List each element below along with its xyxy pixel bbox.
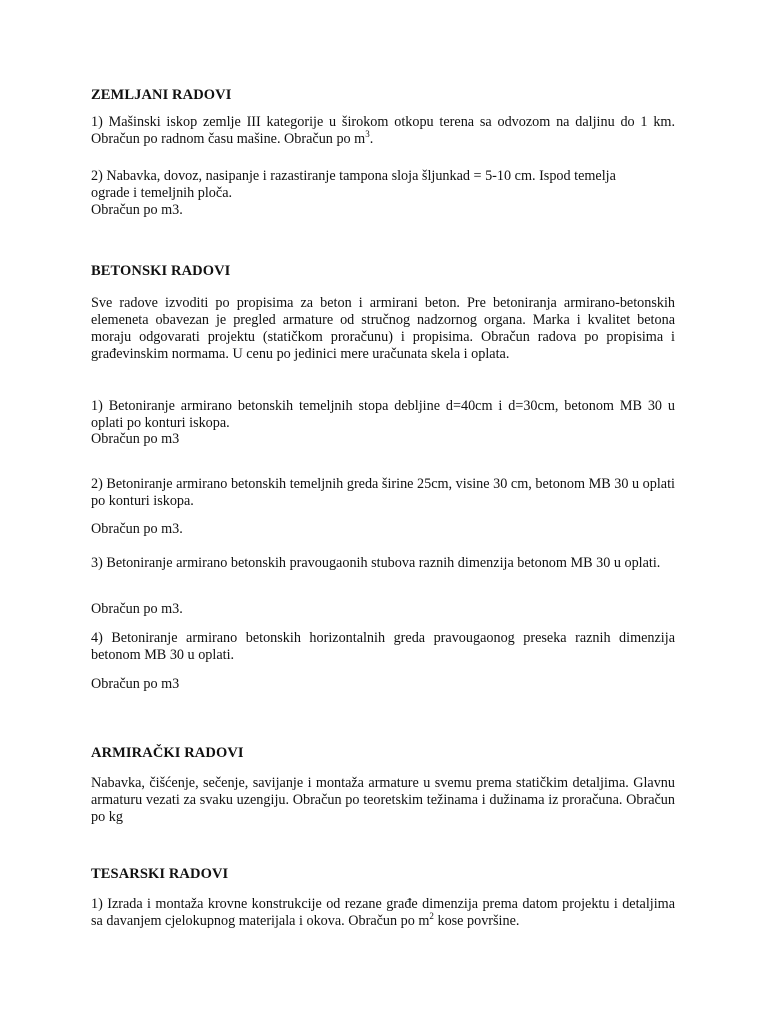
- section-heading-armiracki: ARMIRAČKI RADOVI: [91, 745, 244, 761]
- betonski-item-1: 1) Betoniranje armirano betonskih temeljnih stopa debljine d=40cm i d=30cm, betonom MB 30 u oplati po konturi iskopa.: [91, 398, 675, 431]
- section-heading-zemljani: ZEMLJANI RADOVI: [91, 87, 232, 103]
- zemljani-item-2-line-1: 2) Nabavka, dovoz, nasipanje i razastiranje tampona sloja šljunkad = 5-10 cm. Ispod temelja: [91, 168, 616, 184]
- armiracki-text: Nabavka, čišćenje, sečenje, savijanje i montaža armature u svemu prema statičkim detaljima. Glavnu armaturu vezati za svaku uzengiju. Obračun po teoretskim težinama i dužinama iz proračuna. Obračun po kg: [91, 775, 675, 825]
- zemljani-item-1-end: .: [369, 131, 374, 147]
- zemljani-item-2-line-2: ograde i temeljnih ploča.: [91, 185, 233, 201]
- betonski-item-2: 2) Betoniranje armirano betonskih temeljnih greda širine 25cm, visine 30 cm, betonom MB 30 u oplati po konturi iskopa.: [91, 476, 675, 509]
- tesarski-item-1-text: 1) Izrada i montaža krovne konstrukcije od rezane građe dimenzija prema datom projektu i detaljima sa davanjem cjelokupnog materijala i okova. Obračun po m: [91, 896, 675, 929]
- tesarski-item-1-end: kose površine.: [433, 913, 520, 929]
- zemljani-item-2: [91, 168, 675, 219]
- zemljani-item-2-line-3: Obračun po m3.: [91, 202, 183, 218]
- zemljani-item-1-superscript: 3: [365, 129, 370, 139]
- section-heading-tesarski: TESARSKI RADOVI: [91, 866, 229, 882]
- betonski-item-4: 4) Betoniranje armirano betonskih horizontalnih greda pravougaonog preseka raznih dimenzija betonom MB 30 u oplati.: [91, 630, 675, 663]
- tesarski-item-1-superscript: 2: [429, 911, 434, 921]
- zemljani-item-1: [91, 114, 675, 148]
- betonski-item-2-calc: Obračun po m3.: [91, 521, 183, 537]
- betonski-item-4-calc: Obračun po m3: [91, 676, 180, 692]
- zemljani-item-1-text: 1) Mašinski iskop zemlje III kategorije u širokom otkopu terena sa odvozom na daljinu do 1 km. Obračun po radnom času mašine. Obračun po m: [91, 114, 675, 147]
- betonski-item-1-calc: Obračun po m3: [91, 431, 180, 447]
- betonski-item-3-calc: Obračun po m3.: [91, 601, 183, 617]
- tesarski-item-1: [91, 896, 675, 930]
- betonski-intro: Sve radove izvoditi po propisima za beton i armirani beton. Pre betoniranja armirano-betonskih elemeneta obavezan je pregled armature od stručnog nadzornog organa. Marka i kvalitet betona moraju odgovarati projektu (statičkom proračunu) i propisima. Obračun radova po propisima i građevinskim normama. U cenu po jedinici mere uračunata skela i oplata.: [91, 295, 675, 362]
- betonski-item-3: 3) Betoniranje armirano betonskih pravougaonih stubova raznih dimenzija betonom MB 30 u oplati.: [91, 555, 661, 571]
- section-heading-betonski: BETONSKI RADOVI: [91, 263, 231, 279]
